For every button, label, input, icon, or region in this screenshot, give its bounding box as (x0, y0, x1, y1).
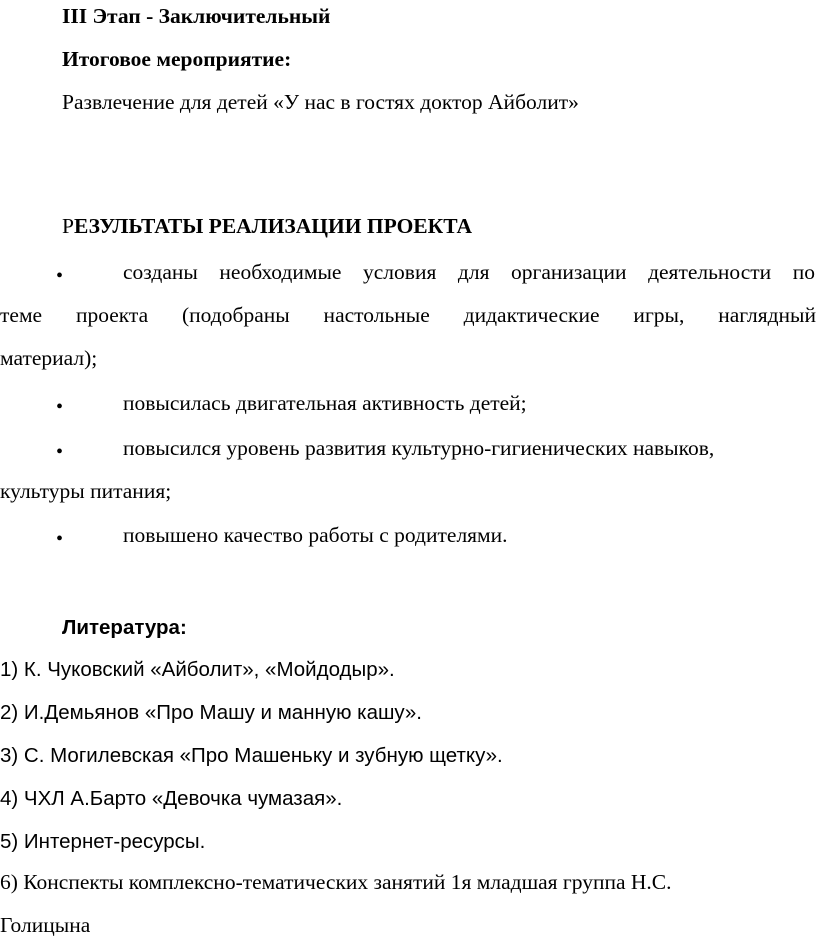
literature-item-6-continuation: Голицына (0, 913, 91, 937)
result-item-2: повысилась двигательная активность детей; (123, 391, 527, 415)
bullet-icon: • (56, 265, 64, 287)
result-item-3-line-2: культуры питания; (0, 479, 172, 503)
literature-item-6: 6) Конспекты комплексно-тематических занятий 1я младшая группа Н.С. (0, 870, 672, 894)
literature-item-4: 4) ЧХЛ А.Барто «Девочка чумазая». (0, 787, 343, 810)
result-item-1-line-2: теме проекта (подобраны настольные дидактические игры, наглядный (0, 303, 816, 327)
result-item-4: повышено качество работы с родителями. (123, 523, 508, 547)
results-heading-rest: ЕЗУЛЬТАТЫ РЕАЛИЗАЦИИ ПРОЕКТА (73, 214, 473, 238)
bullet-icon: • (56, 396, 64, 418)
literature-item-1: 1) К. Чуковский «Айболит», «Мойдодыр». (0, 658, 395, 681)
literature-heading: Литература: (62, 616, 187, 639)
result-item-3-line-1: повысился уровень развития культурно-гигиенических навыков, (123, 436, 715, 460)
bullet-icon: • (56, 441, 64, 463)
final-event-label: Итоговое мероприятие: (62, 47, 292, 71)
final-event-text: Развлечение для детей «У нас в гостях доктор Айболит» (62, 90, 579, 114)
result-item-1-line-3: материал); (0, 346, 98, 370)
bullet-icon: • (56, 528, 64, 550)
results-heading (62, 216, 472, 238)
literature-item-5: 5) Интернет-ресурсы. (0, 830, 206, 853)
results-heading-first-letter: Р (62, 214, 74, 238)
stage-heading: III Этап - Заключительный (62, 4, 331, 28)
result-item-1-line-1: созданы необходимые условия для организации деятельности по (123, 260, 815, 284)
literature-item-3: 3) С. Могилевская «Про Машеньку и зубную щетку». (0, 744, 503, 767)
literature-item-2: 2) И.Демьянов «Про Машу и манную кашу». (0, 701, 423, 724)
